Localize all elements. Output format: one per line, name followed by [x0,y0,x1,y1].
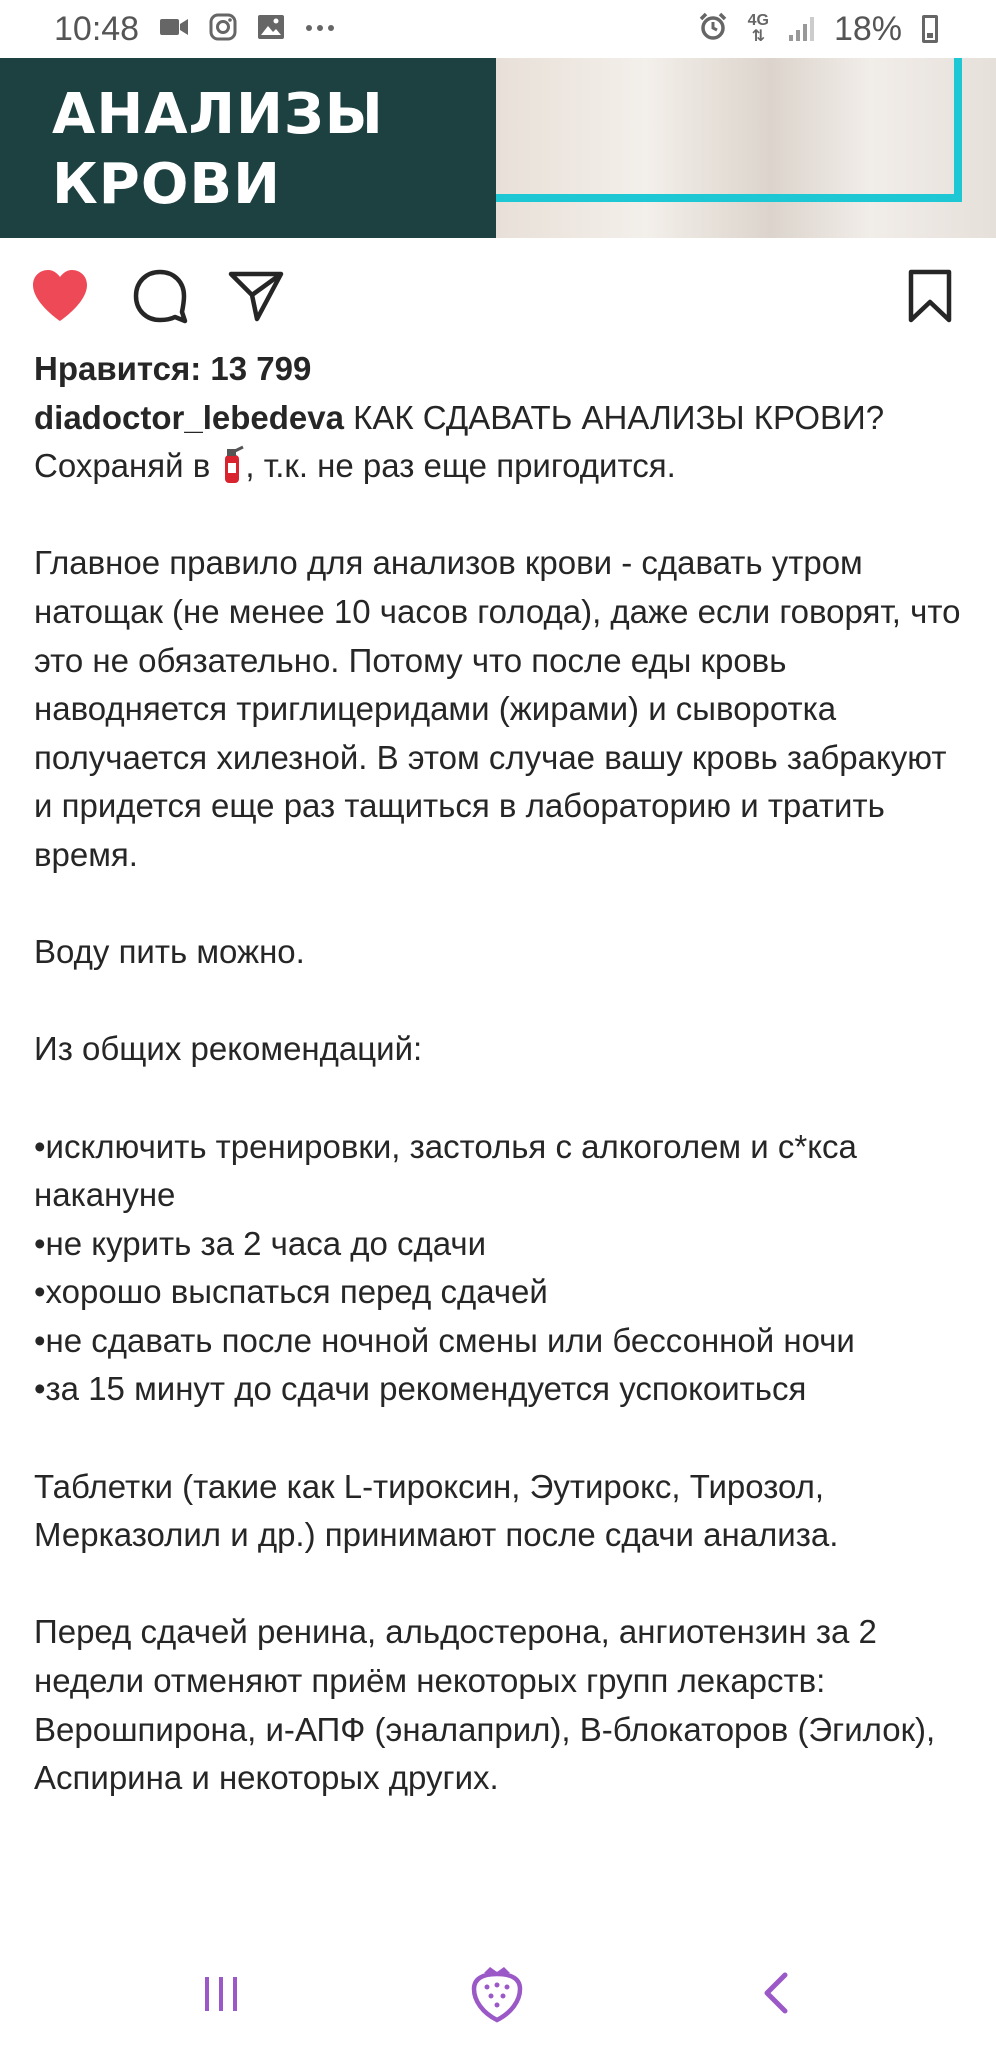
save-button[interactable] [900,266,960,326]
caption-main-rule: Главное правило для анализов крови - сдавать утром натощак (не менее 10 часов голода), даже если говорят, что это не обязательно. Потому что после еды кровь наводняется триглицеридами (жирами) и сыворотка получается хилезной. В этом случае вашу кровь забракуют и придется еще раз тащиться в лабораторию и тратить время. [34,544,961,873]
username[interactable]: diadoctor_lebedeva [34,398,344,436]
status-left [54,10,335,49]
comment-button[interactable] [130,266,190,326]
post-image-frame [496,58,962,202]
more-dots-icon [305,20,335,38]
signal-icon [789,17,814,41]
recommendation-item: •хорошо выспаться перед сдачей [34,1273,548,1311]
caption-heading [34,394,964,443]
caption-pills: Таблетки (такие как L-тироксин, Эутирокс, Тирозол, Мерказолил и др.) принимают после сдачи анализа. [34,1467,839,1554]
caption-title: КАК СДАВАТЬ АНАЛИЗЫ КРОВИ? [343,398,885,436]
status-bar [0,0,996,58]
instagram-icon [209,13,237,46]
home-button[interactable] [462,1958,532,2028]
recommendation-item: •не сдавать после ночной смены или бессонной ночи [34,1321,855,1359]
post-image[interactable] [0,58,996,238]
heart-icon [31,269,89,323]
battery-percent: 18% [833,9,902,48]
network-4g-icon: 4G ⇅ [747,12,769,45]
caption-general-title: Из общих рекомендаций: [34,1030,423,1068]
caption-save-line [34,442,964,491]
caption-renin: Перед сдачей ренина, альдостерона, ангиотензин за 2 недели отменяют приём некоторых групп лекарств: Верошпирона, и-АПФ (эналаприл), B-блокаторов (Эгилок), Аспирина и некоторых других. [34,1613,936,1797]
bookmark-icon [907,269,953,323]
recent-apps-icon [201,1973,241,2013]
comment-icon [132,268,188,324]
save-line-prefix: Сохраняй в [34,447,220,485]
spacer [34,1560,964,1609]
spacer [34,1414,964,1463]
video-icon [159,16,189,43]
recommendation-item: •не курить за 2 часа до сдачи [34,1224,487,1262]
status-right [698,10,938,49]
status-time: 10:48 [54,9,140,48]
system-nav-bar [0,1930,996,2048]
network-label: 4G [747,12,769,29]
share-icon [228,270,284,322]
share-button[interactable] [226,266,286,326]
home-strawberry-icon [470,1963,524,2023]
spacer [34,491,964,540]
post-caption [34,345,964,1803]
battery-icon [922,15,938,43]
post-image-title: АНАЛИЗЫ КРОВИ [52,82,384,217]
post-actions [0,258,996,330]
recent-apps-button[interactable] [186,1958,256,2028]
likes-count[interactable]: Нравится: 13 799 [34,350,312,387]
recommendation-item: •за 15 минут до сдачи рекомендуется успокоиться [34,1370,807,1408]
caption-water: Воду пить можно. [34,933,305,971]
recommendation-item: •исключить тренировки, застолья с алкоголем и с*кса накануне [34,1127,857,1214]
back-icon [757,1971,797,2015]
fire-extinguisher-icon [219,447,245,484]
save-line-suffix: , т.к. не раз еще пригодится. [245,447,676,485]
spacer [34,1074,964,1123]
spacer [34,880,964,929]
alarm-icon [698,12,728,47]
like-button[interactable] [30,266,90,326]
back-button[interactable] [742,1958,812,2028]
gallery-icon [257,14,285,45]
spacer [34,977,964,1026]
